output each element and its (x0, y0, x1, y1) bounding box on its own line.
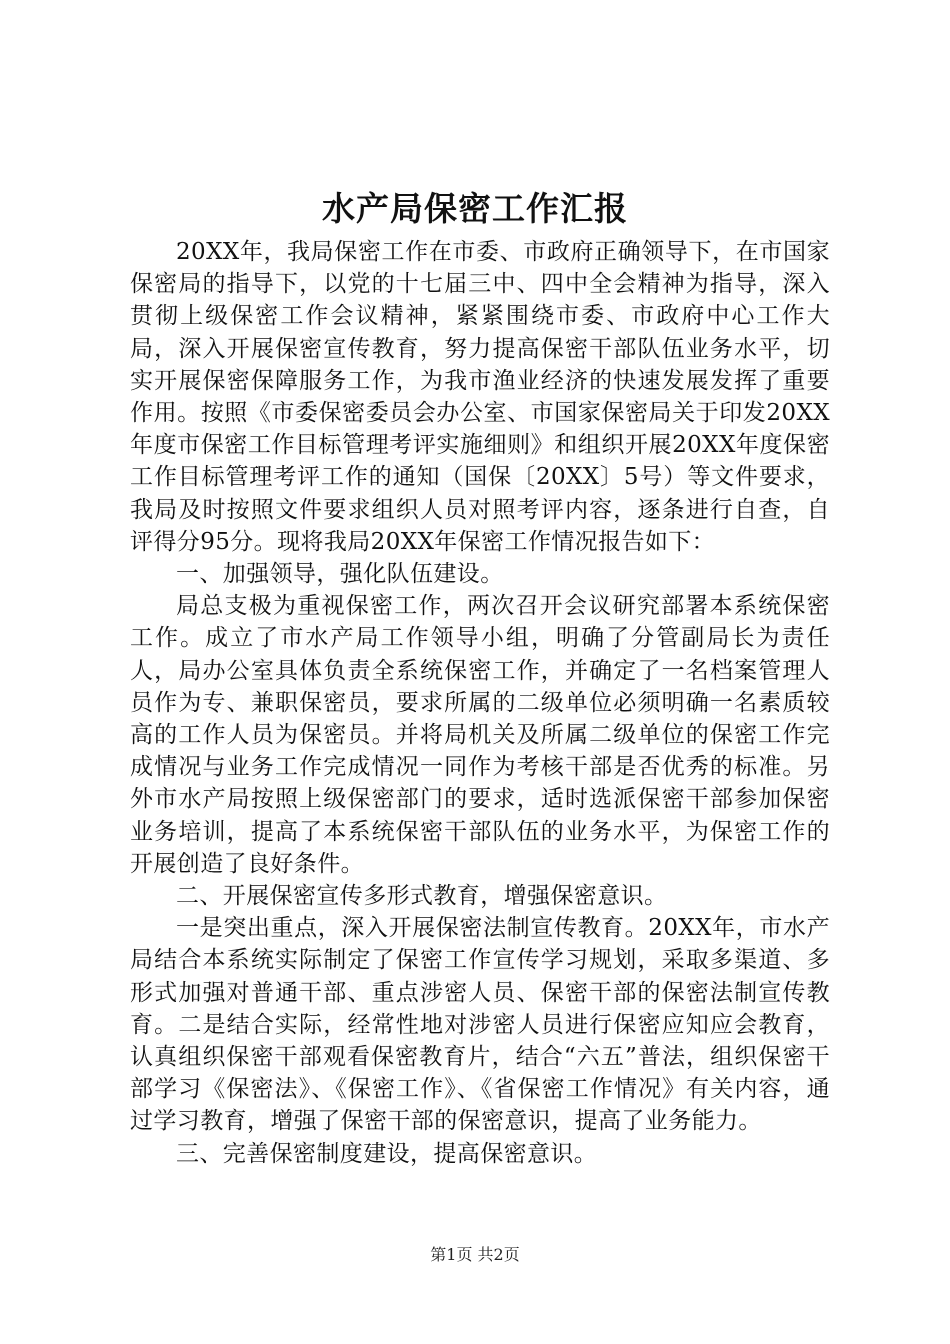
section-heading-1: 一、加强领导，强化队伍建设。 (176, 561, 504, 588)
page-number-footer: 第1页 共2页 (430, 1245, 520, 1264)
document-body (130, 236, 830, 1170)
section-heading-2: 二、开展保密宣传多形式教育，增强保密意识。 (176, 883, 668, 910)
section-heading-3: 三、完善保密制度建设，提高保密意识。 (176, 1140, 598, 1167)
paragraph-intro: 20XX年，我局保密工作在市委、市政府正确领导下，在市国家保密局的指导下，以党的十七届三中、四中全会精神为指导，深入贯彻上级保密工作会议精神，紧紧围绕市委、市政府中心工作大局，深入开展保密宣传教育，努力提高保密干部队伍业务水平，切实开展保密保障服务工作，为我市渔业经济的快速发展发挥了重要作用。按照《市委保密委员会办公室、市国家保密局关于印发20XX年度市保密工作目标管理考评实施细则》和组织开展20XX年度保密工作目标管理考评工作的通知（国保〔20XX〕5号）等文件要求，我局及时按照文件要求组织人员对照考评内容，逐条进行自查，自评得分95分。现将我局20XX年保密工作情况报告如下： (130, 239, 830, 555)
document-title: 水产局保密工作汇报 (322, 189, 628, 228)
paragraph-section-2: 一是突出重点，深入开展保密法制宣传教育。20XX年，市水产局结合本系统实际制定了保密工作宣传学习规划，采取多渠道、多形式加强对普通干部、重点涉密人员、保密干部的保密法制宣传教育。二是结合实际，经常性地对涉密人员进行保密应知应会教育，认真组织保密干部观看保密教育片，结合“六五”普法，组织保密干部学习《保密法》、《保密工作》、《省保密工作情况》有关内容，通过学习教育，增强了保密干部的保密意识，提高了业务能力。 (130, 915, 830, 1135)
paragraph-section-1: 局总支极为重视保密工作，两次召开会议研究部署本系统保密工作。成立了市水产局工作领导小组，明确了分管副局长为责任人，局办公室具体负责全系统保密工作，并确定了一名档案管理人员作为专、兼职保密员，要求所属的二级单位必须明确一名素质较高的工作人员为保密员。并将局机关及所属二级单位的保密工作完成情况与业务工作完成情况一同作为考核干部是否优秀的标准。另外市水产局按照上级保密部门的要求，适时选派保密干部参加保密业务培训，提高了本系统保密干部队伍的业务水平，为保密工作的开展创造了良好条件。 (130, 593, 830, 877)
